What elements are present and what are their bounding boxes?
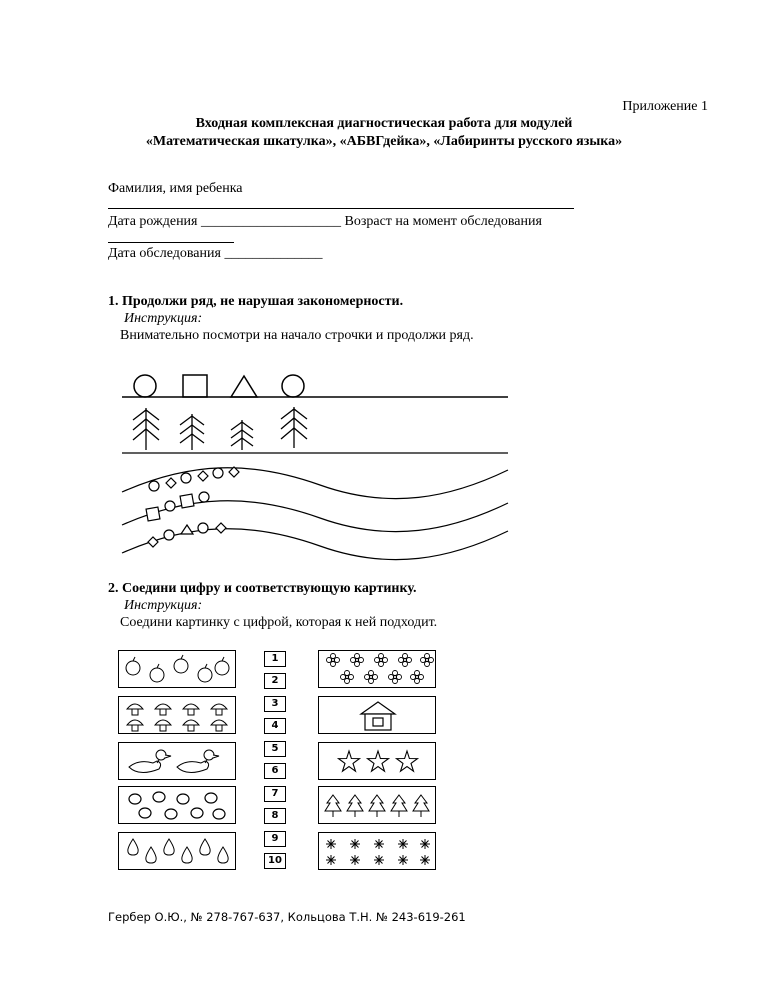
tree-row	[122, 407, 508, 453]
mushroom-icon	[127, 720, 143, 731]
flower-icon	[327, 654, 340, 667]
star-icon	[397, 751, 418, 771]
square-icon	[183, 375, 207, 397]
number-box-10[interactable]: 10	[264, 853, 286, 869]
mushroom-icon	[211, 720, 227, 731]
task2-instruction-label: Инструкция:	[124, 598, 203, 613]
diamond-icon	[148, 537, 158, 547]
task1-instruction-label: Инструкция:	[124, 311, 203, 326]
number-box-4[interactable]: 4	[264, 718, 286, 734]
picture-pears[interactable]	[118, 832, 236, 870]
picture-circles[interactable]	[118, 786, 236, 824]
appendix-label: Приложение 1	[622, 99, 708, 114]
circle-icon	[213, 468, 223, 478]
tree-icon	[231, 420, 253, 450]
circle-icon	[129, 794, 141, 804]
snowflake-icon	[326, 839, 336, 849]
picture-trees[interactable]	[318, 786, 436, 824]
tree-icon	[347, 795, 363, 817]
flower-icon	[351, 654, 364, 667]
circle-icon	[199, 492, 209, 502]
star-icon	[339, 751, 360, 771]
flower-icon	[421, 654, 434, 667]
tree-icon	[391, 795, 407, 817]
snowflake-icon	[374, 839, 384, 849]
triangle-icon	[231, 376, 257, 397]
tree-icon	[325, 795, 341, 817]
tree-icon	[369, 795, 385, 817]
square-icon	[180, 494, 194, 508]
task2-title: 2. Соедини цифру и соответствующую картинку.	[108, 581, 417, 596]
snowflake-icon	[350, 839, 360, 849]
snowflake-icon	[398, 855, 408, 865]
circle-icon	[205, 793, 217, 803]
snowflake-icon	[326, 855, 336, 865]
flower-icon	[375, 654, 388, 667]
circle-icon	[164, 530, 174, 540]
wave-line	[122, 529, 508, 560]
picture-mushrooms[interactable]	[118, 696, 236, 734]
circle-icon	[153, 792, 165, 802]
picture-flowers[interactable]	[318, 650, 436, 688]
snowflake-icon	[420, 839, 430, 849]
number-box-1[interactable]: 1	[264, 651, 286, 667]
circle-icon	[191, 808, 203, 818]
task1-title: 1. Продолжи ряд, не нарушая закономерности.	[108, 294, 404, 309]
number-box-7[interactable]: 7	[264, 786, 286, 802]
diamond-icon	[216, 523, 226, 533]
wave-line	[122, 501, 508, 532]
pear-icon	[218, 847, 228, 863]
pear-icon	[182, 847, 192, 863]
circle-icon	[213, 809, 225, 819]
circle-icon	[177, 794, 189, 804]
tree-icon	[413, 795, 429, 817]
number-box-3[interactable]: 3	[264, 696, 286, 712]
mushroom-icon	[127, 704, 143, 715]
exam-date-label: Дата обследования ______________	[108, 246, 323, 261]
pear-icon	[146, 847, 156, 863]
picture-ducks[interactable]	[118, 742, 236, 780]
diamond-icon	[166, 478, 176, 488]
picture-stars[interactable]	[318, 742, 436, 780]
task2-instruction-text: Соедини картинку с цифрой, которая к ней подходит.	[120, 615, 438, 630]
mushroom-icon	[183, 720, 199, 731]
mushroom-icon	[155, 720, 171, 731]
apple-icon	[198, 664, 212, 682]
mushroom-icon	[183, 704, 199, 715]
diamond-icon	[198, 471, 208, 481]
shape-row	[122, 375, 508, 397]
square-icon	[146, 507, 160, 521]
duck-icon	[177, 750, 219, 773]
picture-snowflakes[interactable]	[318, 832, 436, 870]
circle-icon	[282, 375, 304, 397]
pear-icon	[128, 839, 138, 855]
flower-icon	[341, 671, 354, 684]
number-box-2[interactable]: 2	[264, 673, 286, 689]
apple-icon	[215, 657, 229, 675]
number-box-8[interactable]: 8	[264, 808, 286, 824]
flower-icon	[399, 654, 412, 667]
number-box-6[interactable]: 6	[264, 763, 286, 779]
star-icon	[368, 751, 389, 771]
circle-icon	[198, 523, 208, 533]
tree-icon	[180, 414, 204, 450]
pear-icon	[164, 839, 174, 855]
pear-icon	[200, 839, 210, 855]
apple-icon	[126, 657, 140, 675]
picture-house[interactable]	[318, 696, 436, 734]
birth-date-label: Дата рождения ____________________ Возраст на момент обследования	[108, 214, 542, 229]
snowflake-icon	[374, 855, 384, 865]
wave-shapes-row-3	[148, 523, 226, 547]
circle-icon	[134, 375, 156, 397]
house-icon	[361, 702, 395, 730]
flower-icon	[411, 671, 424, 684]
footer-authors: Гербер О.Ю., № 278-767-637, Кольцова Т.Н. № 243-619-261	[108, 910, 466, 924]
mushroom-icon	[155, 704, 171, 715]
snowflake-icon	[420, 855, 430, 865]
title-line-2: «Математическая шкатулка», «АБВГдейка», «Лабиринты русского языка»	[145, 134, 623, 149]
tree-icon	[281, 407, 307, 448]
flower-icon	[365, 671, 378, 684]
snowflake-icon	[350, 855, 360, 865]
tree-icon	[133, 408, 159, 450]
snowflake-icon	[398, 839, 408, 849]
number-box-9[interactable]: 9	[264, 831, 286, 847]
triangle-icon	[181, 525, 193, 534]
task1-instruction-text: Внимательно посмотри на начало строчки и продолжи ряд.	[120, 328, 474, 343]
wave-lines	[122, 468, 508, 560]
picture-apples[interactable]	[118, 650, 236, 688]
circle-icon	[165, 501, 175, 511]
number-box-5[interactable]: 5	[264, 741, 286, 757]
circle-icon	[139, 808, 151, 818]
circle-icon	[165, 809, 177, 819]
duck-icon	[129, 750, 171, 773]
mushroom-icon	[211, 704, 227, 715]
circle-icon	[181, 473, 191, 483]
apple-icon	[150, 664, 164, 682]
apple-icon	[174, 655, 188, 673]
title-line-1: Входная комплексная диагностическая работа для модулей	[195, 116, 573, 131]
circle-icon	[149, 481, 159, 491]
flower-icon	[389, 671, 402, 684]
wave-line	[122, 468, 508, 499]
child-name-label: Фамилия, имя ребенка	[108, 181, 243, 196]
